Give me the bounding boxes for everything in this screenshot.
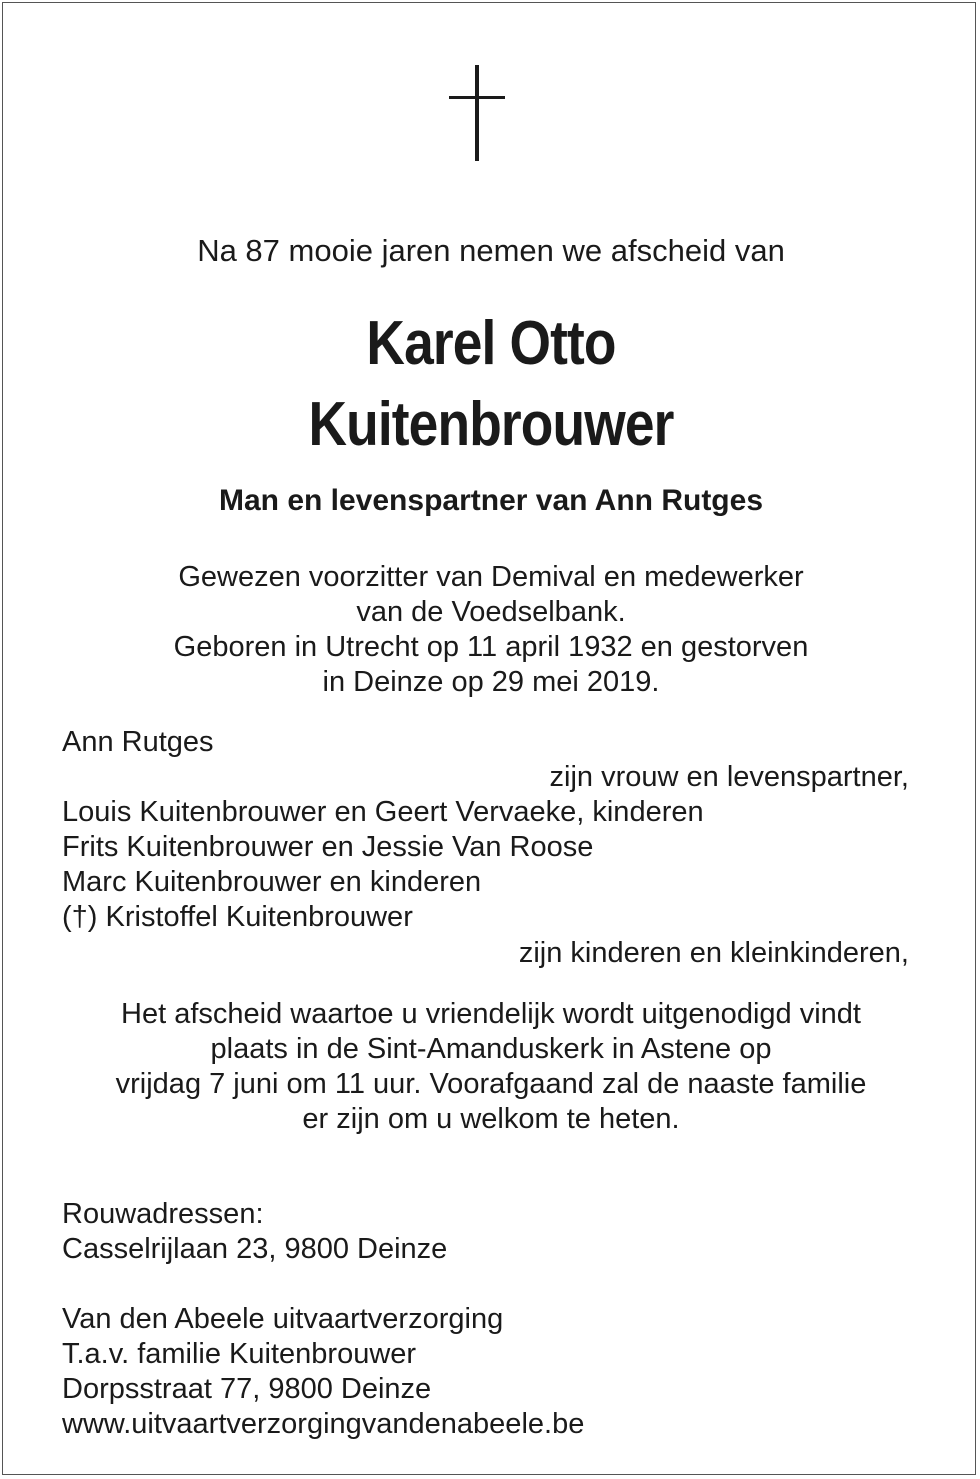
- funeral-home-name: Van den Abeele uitvaartverzorging: [62, 1303, 504, 1335]
- bio-line: Geboren in Utrecht op 11 april 1932 en gestorven: [173, 631, 809, 663]
- deceased-name-first: Karel Otto: [366, 309, 616, 378]
- ceremony-line: vrijdag 7 juni om 11 uur. Voorafgaand zal de naaste familie: [115, 1068, 867, 1100]
- ceremony-line: Het afscheid waartoe u vriendelijk wordt uitgenodigd vindt: [121, 998, 861, 1030]
- funeral-home-website: www.uitvaartverzorgingvandenabeele.be: [62, 1408, 585, 1440]
- home-address: Casselrijlaan 23, 9800 Deinze: [62, 1233, 448, 1265]
- intro-text: Na 87 mooie jaren nemen we afscheid van: [197, 233, 785, 268]
- family-members-role: zijn kinderen en kleinkinderen,: [518, 937, 909, 969]
- family-spouse: Ann Rutges: [62, 726, 214, 758]
- family-member: Frits Kuitenbrouwer en Jessie Van Roose: [62, 831, 594, 863]
- bio-line: van de Voedselbank.: [356, 596, 626, 628]
- cross-horizontal-bar: [449, 96, 505, 99]
- family-member: (†) Kristoffel Kuitenbrouwer: [62, 901, 413, 933]
- ceremony-line: er zijn om u welkom te heten.: [302, 1103, 680, 1135]
- family-spouse-role: zijn vrouw en levenspartner,: [549, 761, 909, 793]
- funeral-home-attention: T.a.v. familie Kuitenbrouwer: [62, 1338, 417, 1370]
- bio-line: in Deinze op 29 mei 2019.: [322, 666, 660, 698]
- cross-vertical-bar: [475, 65, 479, 161]
- family-member: Louis Kuitenbrouwer en Geert Vervaeke, kinderen: [62, 796, 704, 828]
- addresses-heading: Rouwadressen:: [62, 1198, 264, 1230]
- funeral-home-address: Dorpsstraat 77, 9800 Deinze: [62, 1373, 432, 1405]
- deceased-name-last: Kuitenbrouwer: [308, 390, 674, 459]
- cross-icon: [449, 65, 505, 161]
- bio-line: Gewezen voorzitter van Demival en medewerker: [178, 561, 804, 593]
- obituary-card: [2, 2, 976, 1475]
- subtitle: Man en levenspartner van Ann Rutges: [218, 484, 763, 517]
- ceremony-line: plaats in de Sint-Amanduskerk in Astene op: [210, 1033, 772, 1065]
- family-member: Marc Kuitenbrouwer en kinderen: [62, 866, 482, 898]
